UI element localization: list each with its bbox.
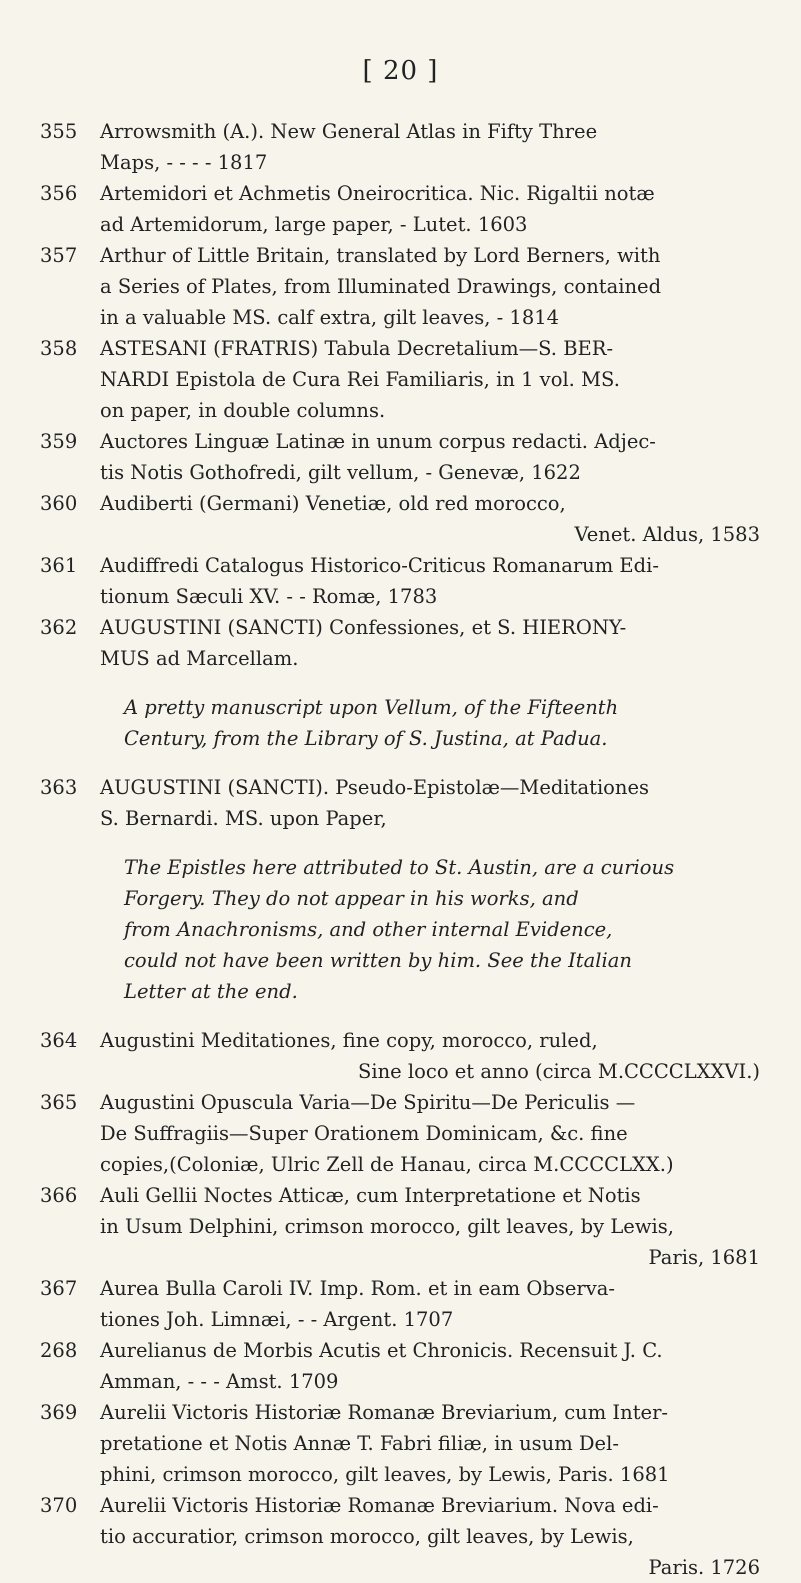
entry-number: 370 <box>40 1494 78 1517</box>
entry-number: 268 <box>40 1339 78 1362</box>
entry-line: a Series of Plates, from Illuminated Drawings, contained <box>100 275 662 298</box>
entry-number: 356 <box>40 182 78 205</box>
entry-line: Audiberti (Germani) Venetiæ, old red morocco, <box>100 492 566 515</box>
entry-line: ASTESANI (FRATRIS) Tabula Decretalium—S. BER- <box>100 337 614 360</box>
entry-line: Auli Gellii Noctes Atticæ, cum Interpretatione et Notis <box>100 1184 641 1207</box>
entry-line: Amman, - - - Amst. 1709 <box>100 1370 339 1393</box>
entry-line: on paper, in double columns. <box>100 399 386 422</box>
entry-number: 367 <box>40 1277 78 1300</box>
entry-366 <box>40 1180 760 1273</box>
entry-number: 363 <box>40 776 78 799</box>
entry-367 <box>40 1273 760 1335</box>
entry-line: Auctores Linguæ Latinæ in unum corpus redacti. Adjec- <box>100 430 656 453</box>
entry-369 <box>40 1397 760 1490</box>
entry-line: S. Bernardi. MS. upon Paper, <box>100 807 387 830</box>
entry-line: AUGUSTINI (SANCTI) Confessiones, et S. HIERONY- <box>100 616 627 639</box>
entry-line: phini, crimson morocco, gilt leaves, by Lewis, Paris. 1681 <box>100 1463 670 1486</box>
entry-number: 359 <box>40 430 78 453</box>
entry-number: 365 <box>40 1091 78 1114</box>
entry-note: Forgery. They do not appear in his works, and <box>124 887 579 910</box>
entry-355 <box>40 116 760 178</box>
entry-line: Sine loco et anno (circa M.CCCCLXXVI.) <box>358 1060 760 1083</box>
entry-line: in Usum Delphini, crimson morocco, gilt leaves, by Lewis, <box>100 1215 674 1238</box>
entry-line: tiones Joh. Limnæi, - - Argent. 1707 <box>100 1308 454 1331</box>
entry-number: 364 <box>40 1029 78 1052</box>
entry-358 <box>40 333 760 426</box>
entry-line: Aurelianus de Morbis Acutis et Chronicis. Recensuit J. C. <box>100 1339 663 1362</box>
entry-line: Maps, - - - - 1817 <box>100 151 268 174</box>
entry-note: Letter at the end. <box>124 980 298 1003</box>
entry-360 <box>40 488 760 550</box>
entry-line: Aurelii Victoris Historiæ Romanæ Breviarium, cum Inter- <box>100 1401 668 1424</box>
entry-370 <box>40 1490 760 1583</box>
page-number: [ 20 ] <box>362 56 439 86</box>
entry-line: tio accuratior, crimson morocco, gilt leaves, by Lewis, <box>100 1525 634 1548</box>
entry-364 <box>40 1025 760 1087</box>
entry-number: 362 <box>40 616 78 639</box>
entry-number: 357 <box>40 244 78 267</box>
entry-line: Paris, 1681 <box>648 1246 760 1269</box>
entry-line: copies,(Coloniæ, Ulric Zell de Hanau, circa M.CCCCLXX.) <box>100 1153 674 1176</box>
entry-line: Augustini Opuscula Varia—De Spiritu—De Periculis — <box>100 1091 636 1114</box>
entry-line: AUGUSTINI (SANCTI). Pseudo-Epistolæ—Meditationes <box>100 776 650 799</box>
entry-note: from Anachronisms, and other internal Evidence, <box>124 918 613 941</box>
entry-line: Arthur of Little Britain, translated by Lord Berners, with <box>100 244 661 267</box>
entry-line: MUS ad Marcellam. <box>100 647 299 670</box>
entry-number: 360 <box>40 492 78 515</box>
entry-361 <box>40 550 760 612</box>
entry-line: NARDI Epistola de Cura Rei Familiaris, in 1 vol. MS. <box>100 368 620 391</box>
entry-line: tis Notis Gothofredi, gilt vellum, - Genevæ, 1622 <box>100 461 581 484</box>
entry-number: 361 <box>40 554 78 577</box>
entry-number: 358 <box>40 337 78 360</box>
entry-note: A pretty manuscript upon Vellum, of the Fifteenth <box>124 696 619 719</box>
entry-line: tionum Sæculi XV. - - Romæ, 1783 <box>100 585 438 608</box>
entry-line: Venet. Aldus, 1583 <box>574 523 760 546</box>
entry-line: ad Artemidorum, large paper, - Lutet. 1603 <box>100 213 528 236</box>
entry-363 <box>40 772 760 1025</box>
entry-line: pretatione et Notis Annæ T. Fabri filiæ, in usum Del- <box>100 1432 619 1455</box>
entry-line: Artemidori et Achmetis Oneirocritica. Nic. Rigaltii notæ <box>100 182 655 205</box>
entry-line: Aurea Bulla Caroli IV. Imp. Rom. et in eam Observa- <box>100 1277 615 1300</box>
entry-number: 355 <box>40 120 78 143</box>
entry-line: Aurelii Victoris Historiæ Romanæ Breviarium. Nova edi- <box>100 1494 659 1517</box>
entry-365 <box>40 1087 760 1180</box>
entry-note: Century, from the Library of S. Justina, at Padua. <box>124 727 608 750</box>
entry-line: Augustini Meditationes, fine copy, morocco, ruled, <box>100 1029 598 1052</box>
entry-number: 366 <box>40 1184 78 1207</box>
entry-line: Arrowsmith (A.). New General Atlas in Fifty Three <box>100 120 598 143</box>
entry-note: The Epistles here attributed to St. Austin, are a curious <box>124 856 675 879</box>
entry-357 <box>40 240 760 333</box>
entry-number: 369 <box>40 1401 78 1424</box>
entry-line: Paris. 1726 <box>648 1556 760 1579</box>
entry-note: could not have been written by him. See the Italian <box>124 949 632 972</box>
entry-line: De Suffragiis—Super Orationem Dominicam, &c. fine <box>100 1122 628 1145</box>
entry-line: Audiffredi Catalogus Historico-Criticus Romanarum Edi- <box>100 554 659 577</box>
entry-list <box>40 116 760 1583</box>
entry-356 <box>40 178 760 240</box>
entry-368 <box>40 1335 760 1397</box>
entry-359 <box>40 426 760 488</box>
entry-362 <box>40 612 760 772</box>
entry-line: in a valuable MS. calf extra, gilt leaves, - 1814 <box>100 306 560 329</box>
